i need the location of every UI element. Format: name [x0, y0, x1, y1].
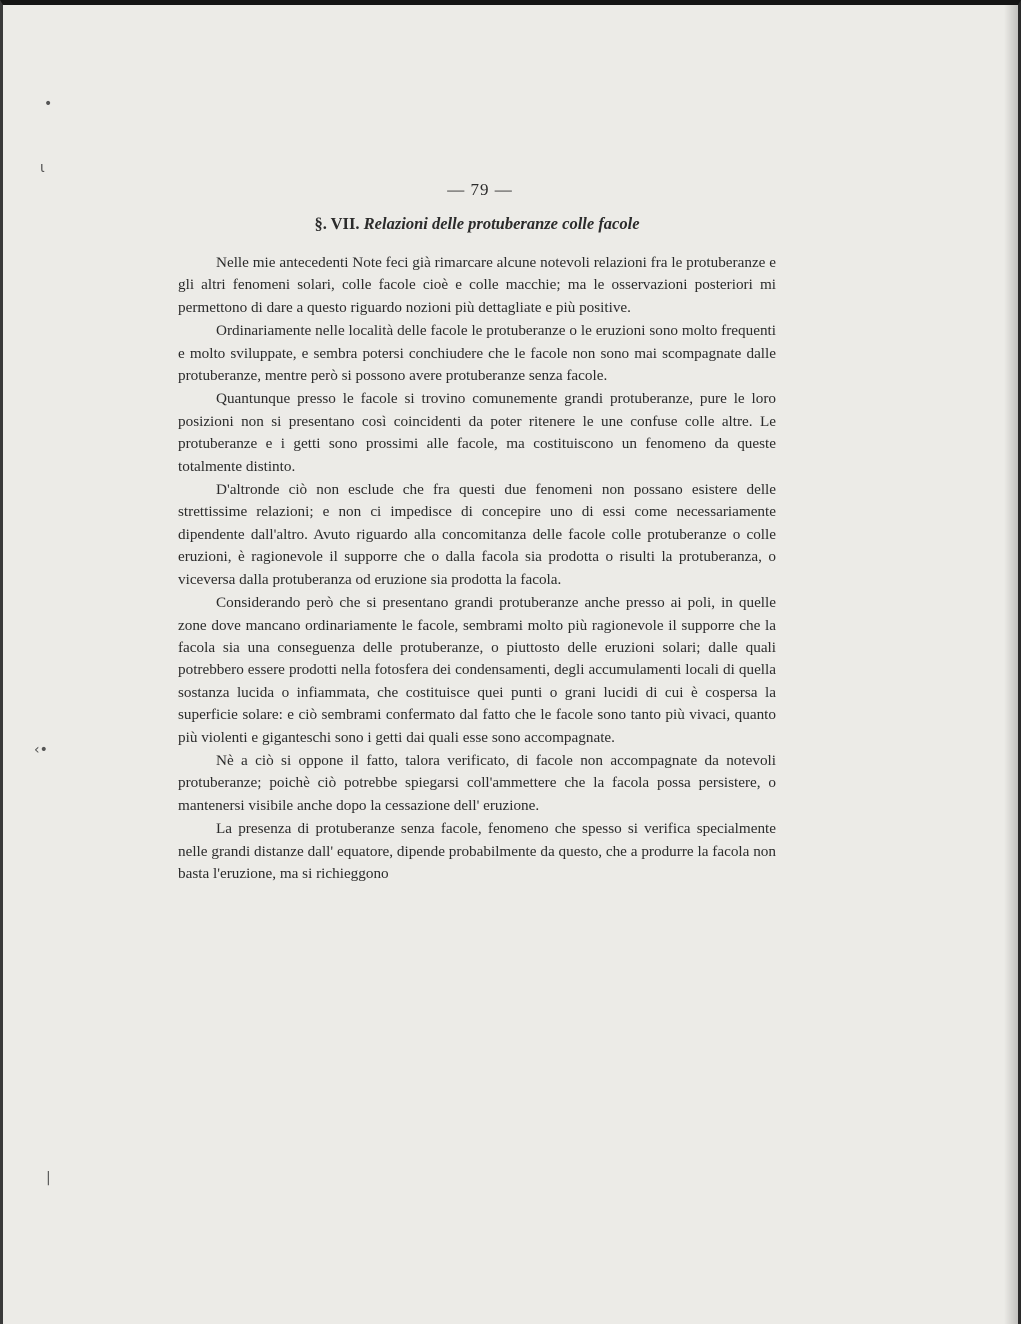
paragraph: Nè a ciò si oppone il fatto, talora verificato, di facole non accompagnate da notevoli protuberanze; poichè ciò potrebbe spiegarsi coll'ammettere che la facola possa persistere, o mantenersi visibile anche dopo la cessazione dell' eruzione. [178, 751, 776, 814]
page-number: — 79 — [447, 180, 513, 199]
section-mark: §. VII. [314, 214, 360, 233]
page-edge-shadow [1004, 5, 1018, 1324]
document-page [178, 180, 776, 885]
body-text [178, 252, 776, 885]
margin-speck: • [44, 96, 53, 112]
paragraph: Nelle mie antecedenti Note feci già rimarcare alcune notevoli relazioni fra le protuberanze e gli altri fenomeni solari, colle facole cioè e colle macchie; ma le osservazioni posteriori mi permettono di dare a questo riguardo nozioni più dettagliate e più positive. [178, 254, 776, 316]
section-title: Relazioni delle protuberanze colle facole [363, 214, 640, 233]
paragraph: D'altronde ciò non esclude che fra questi due fenomeni non possano esistere delle strettissime relazioni; e non ci impedisce di concepire uno di essi come necessariamente dipendente dall'altro. Avuto riguardo alla concomitanza delle facole colle protuberanze o colle eruzioni, è ragionevole il supporre che o dalla facola sia prodotta o risulti la protuberanza, o viceversa dalla protuberanza od eruzione sia prodotta la facola. [178, 481, 776, 588]
section-heading [178, 214, 776, 234]
margin-speck: | [46, 1170, 51, 1186]
paragraph: Considerando però che si presentano grandi protuberanze anche presso ai poli, in quelle zone dove mancano ordinariamente le facole, sembrami molto più ragionevole il supporre che la facola sia una conseguenza delle protuberanze, o piuttosto delle eruzioni solari; dalle quali potrebbero essere prodotti nella fotosfera dei condensamenti, degli accumulamenti locali di quella sostanza lucida o infiammata, che costituisce quei punti o grani lucidi di cui è cospersa la superficie solare: e ciò sembrami confermato dal fatto che le facole sono tanto più vivaci, quanto più violenti e giganteschi sono i getti dai quali esse sono accompagnate. [178, 594, 776, 746]
margin-speck: ι [40, 160, 45, 176]
paragraph: Ordinariamente nelle località delle facole le protuberanze o le eruzioni sono molto frequenti e molto sviluppate, e sembra potersi conchiudere che le facole non sono mai scompagnate dalle protuberanze, mentre però si possono avere protuberanze senza facole. [178, 322, 776, 385]
margin-speck: ‹• [34, 742, 48, 758]
paragraph: La presenza di protuberanze senza facole, fenomeno che spesso si verifica specialmente nelle grandi distanze dall' equatore, dipende probabilmente da questo, che a produrre la facola non basta l'eruzione, ma si richieggono [178, 820, 776, 882]
paragraph: Quantunque presso le facole si trovino comunemente grandi protuberanze, pure le loro posizioni non si presentano così coincidenti da poter ritenere le une confuse colle altre. Le protuberanze e i getti sono prossimi alle facole, ma costituiscono un fenomeno da queste totalmente distinto. [178, 390, 776, 475]
